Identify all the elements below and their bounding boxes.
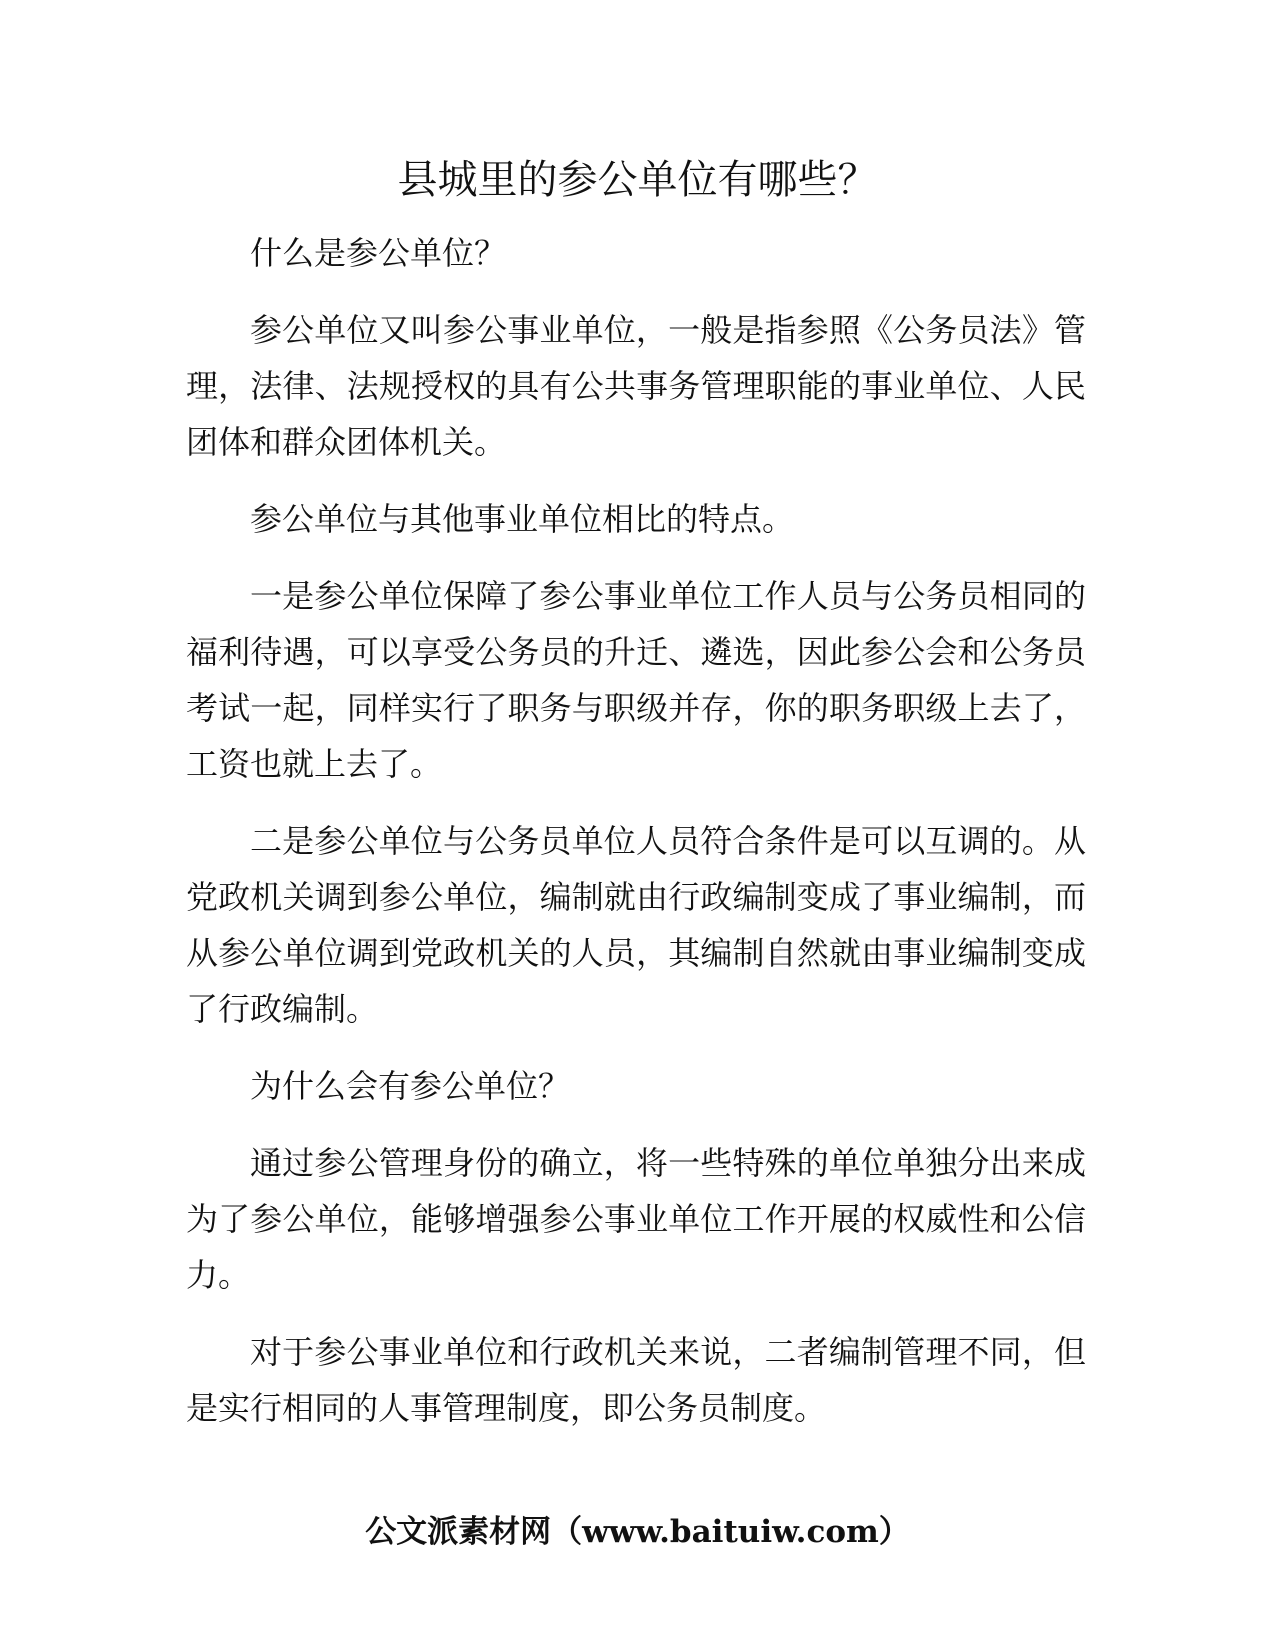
document-body (186, 225, 1086, 1457)
paragraph-why-answer: 通过参公管理身份的确立，将一些特殊的单位单独分出来成为了参公单位，能够增强参公事业单位工作开展的权威性和公信力。 (186, 1144, 1086, 1294)
footer-source: 公文派素材网（www.baituiw.com） (365, 1514, 910, 1550)
paragraph-conclusion: 对于参公事业单位和行政机关来说，二者编制管理不同，但是实行相同的人事管理制度，即公务员制度。 (186, 1333, 1086, 1427)
paragraph-feature-one: 一是参公单位保障了参公事业单位工作人员与公务员相同的福利待遇，可以享受公务员的升迁、遴选，因此参公会和公务员考试一起，同样实行了职务与职级并存，你的职务职级上去了，工资也就上去了。 (186, 577, 1086, 783)
paragraph-feature-two: 二是参公单位与公务员单位人员符合条件是可以互调的。从党政机关调到参公单位，编制就由行政编制变成了事业编制，而从参公单位调到党政机关的人员，其编制自然就由事业编制变成了行政编制。 (186, 822, 1086, 1028)
document-title: 县城里的参公单位有哪些？ (397, 157, 878, 203)
paragraph-definition: 参公单位又叫参公事业单位，一般是指参照《公务员法》管理，法律、法规授权的具有公共事务管理职能的事业单位、人民团体和群众团体机关。 (186, 311, 1086, 461)
paragraph-what-is: 什么是参公单位？ (250, 234, 507, 272)
paragraph-features-heading: 参公单位与其他事业单位相比的特点。 (250, 500, 795, 538)
paragraph-why-heading: 为什么会有参公单位？ (250, 1067, 571, 1105)
